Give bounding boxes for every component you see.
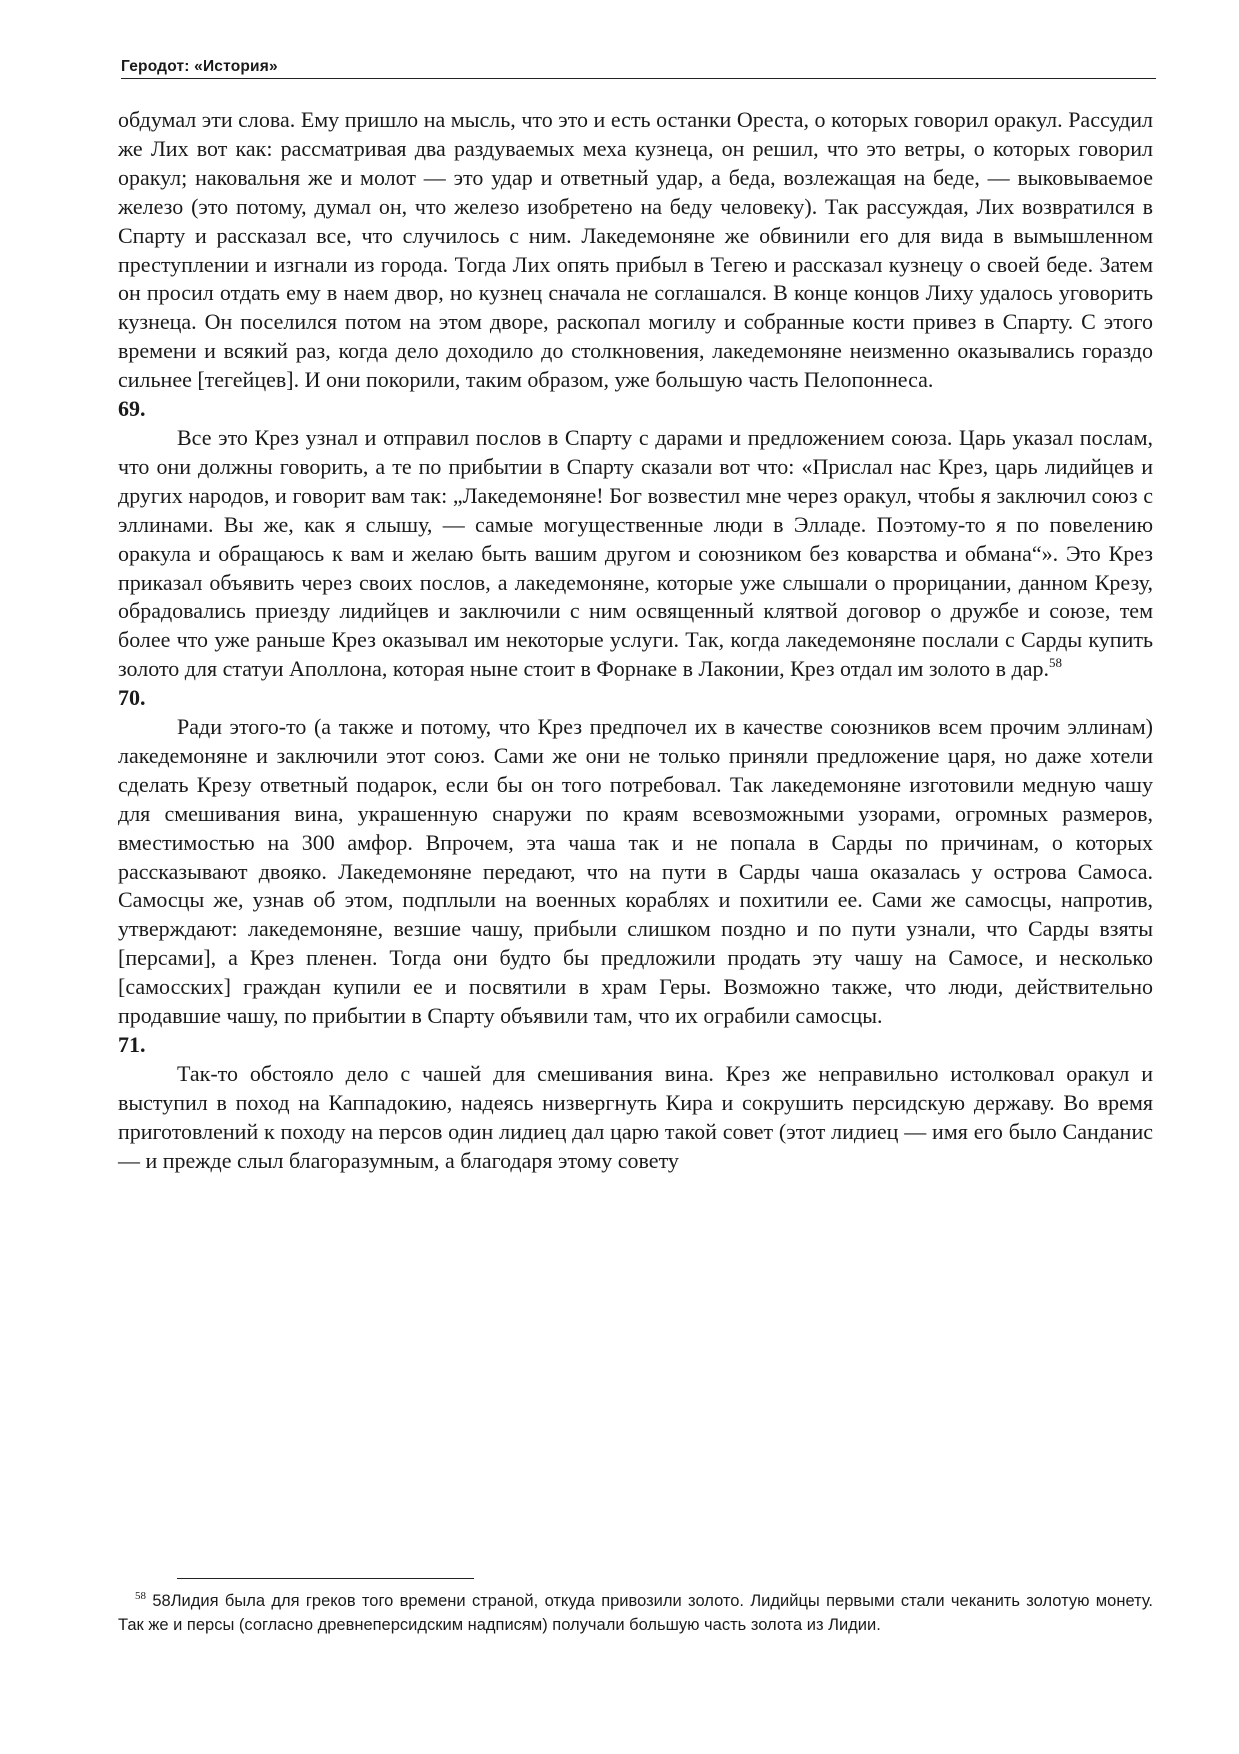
paragraph-68-end: обдумал эти слова. Ему пришло на мысль, что это и есть останки Ореста, о которых говорил оракул. Рассудил же Лих вот как: рассматривая два раздуваемых меха кузнеца, он решил, что это ветры, о которых говорил оракул; наковальня же и молот — это удар и ответный удар, а беда, возлежащая на беде, — выковываемое железо (это потому, думал он, что железо изобретено на беду человеку). Так рассуждая, Лих возвратился в Спарту и рассказал все, что случилось с ним. Лакедемоняне же обвинили его для вида в вымышленном преступлении и изгнали из города. Тогда Лих опять прибыл в Тегею и рассказал кузнецу о своей беде. Затем он просил отдать ему в наем двор, но кузнец сначала не соглашался. В конце концов Лиху удалось уговорить кузнеца. Он поселился потом на этом дворе, раскопал могилу и собранные кости привез в Спарту. С этого времени и всякий раз, когда дело доходило до столкновения, лакедемоняне неизменно оказывались гораздо сильнее [тегейцев]. И они покорили, таким образом, уже большую часть Пелопоннеса. <box>118 107 1153 393</box>
paragraph-70: Ради этого-то (а также и потому, что Крез предпочел их в качестве союзников всем прочим эллинам) лакедемоняне и заключили этот союз. Сами же они не только приняли предложение царя, но даже хотели сделать Крезу ответный подарок, если бы он того потребовал. Так лакедемоняне изготовили медную чашу для смешивания вина, украшенную снаружи по краям всевозможными узорами, огромных размеров, вместимостью на 300 амфор. Впрочем, эта чаша так и не попала в Сарды по причинам, о которых рассказывают двояко. Лакедемоняне передают, что на пути в Сарды чаша оказалась у острова Самоса. Самосцы же, узнав об этом, подплыли на военных кораблях и похитили ее. Сами же самосцы, напротив, утверждают: лакедемоняне, везшие чашу, прибыли слишком поздно и по пути узнали, что Сарды взяты [персами], а Крез пленен. Тогда они будто бы предложили продать эту чашу на Самосе, и несколько [самосских] граждан купили ее и посвятили в храм Геры. Возможно также, что люди, действительно продавшие чашу, по прибытии в Спарту объявили там, что их ограбили самосцы. <box>118 714 1153 1029</box>
paragraph-69-text: Все это Крез узнал и отправил послов в Спарту с дарами и предложением союза. Царь указал послам, что они должны говорить, а те по прибытии в Спарту сказали вот что: «Прислал нас Крез, царь лидийцев и других народов, и говорит вам так: „Лакедемоняне! Бог возвестил мне через оракул, чтобы я заключил союз с эллинами. Вы же, как я слышу, — самые могущественные люди в Элладе. Поэтому-то я по повелению оракула и обращаюсь к вам и желаю быть вашим другом и союзником без коварства и обмана“». Это Крез приказал объявить через своих послов, а лакедемоняне, которые уже слышали о прорицании, данном Крезу, обрадовались приезду лидийцев и заключили с ним освященный клятвой договор о дружбе и союзе, тем более что уже раньше Крез оказывал им некоторые услуги. Так, когда лакедемоняне послали с Сарды купить золото для статуи Аполлона, которая ныне стоит в Форнаке в Лаконии, Крез отдал им золото в дар. <box>118 424 1153 682</box>
section-number-71: 71. <box>118 1032 146 1057</box>
main-text <box>118 106 1153 1176</box>
paragraph-71: Так-то обстояло дело с чашей для смешивания вина. Крез же неправильно истолковал оракул и выступил в поход на Каппадокию, надеясь низвергнуть Кира и сокрушить персидскую державу. Во время приготовлений к походу на персов один лидиец дал царю такой совет (этот лидиец — имя его было Санданис — и прежде слыл благоразумным, а благодаря этому совету <box>118 1060 1153 1173</box>
footnote-58 <box>118 1590 1153 1637</box>
paragraph-69 <box>118 424 1153 684</box>
running-header <box>121 58 1156 79</box>
section-number-69: 69. <box>118 396 146 422</box>
document-title: Геродот: «История» <box>121 58 278 75</box>
footnote-reference-58[interactable]: 58 <box>1049 655 1063 671</box>
footnote-marker: 58 <box>135 1590 146 1602</box>
footnote-separator <box>177 1578 474 1579</box>
section-number-70: 70. <box>118 685 146 711</box>
footnote-text: 58Лидия была для греков того времени страной, откуда привозили золото. Лидийцы первыми стали чеканить золотую монету. Так же и персы (согласно древнеперсидским надписям) получали большую часть золота из Лидии. <box>118 1592 1153 1634</box>
